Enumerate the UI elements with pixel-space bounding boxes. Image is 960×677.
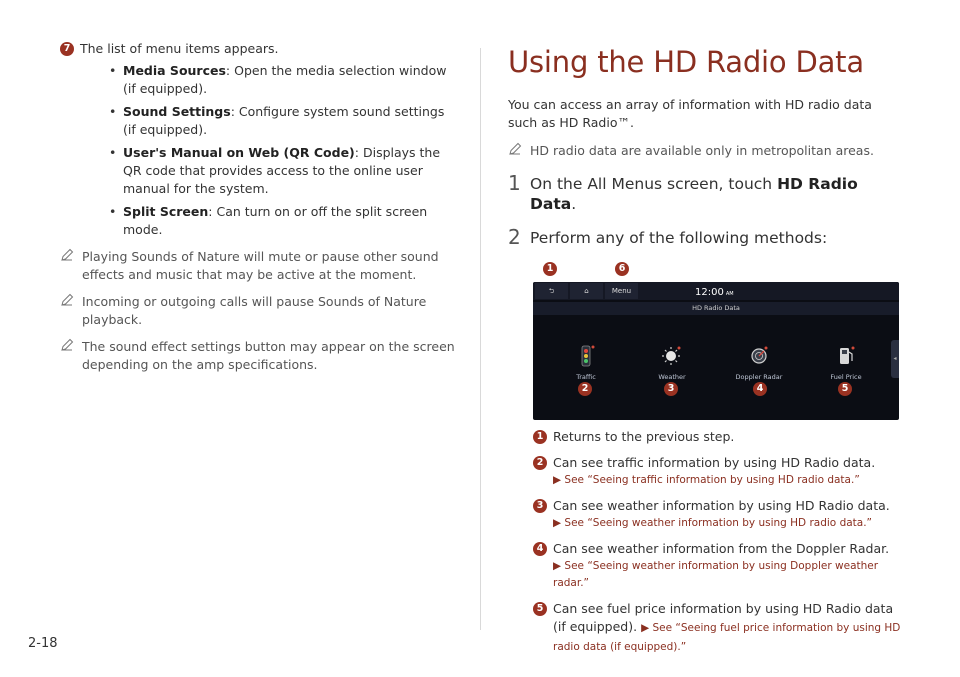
desc-item-2 (533, 454, 903, 489)
doppler-radar-label: Doppler Radar (735, 373, 783, 381)
callout-badge-7: 7 (60, 42, 74, 56)
callout-badge-2: 2 (533, 456, 547, 470)
desc-item-1 (533, 428, 903, 446)
menu-item-term: Sound Settings (123, 104, 231, 119)
callout-badge-1: 1 (543, 262, 557, 276)
note-1-text: Playing Sounds of Nature will mute or pause other sound effects and music that may be active at the moment. (82, 249, 439, 282)
desc-text: Can see weather information from the Doppler Radar. (553, 541, 890, 556)
back-button[interactable]: ⮌ (535, 283, 568, 299)
menu-item-desc: : Displays the QR code that provides access to the online user manual for the system. (123, 145, 441, 196)
desc-item-4 (533, 540, 903, 592)
screen-topbar (533, 282, 899, 300)
note-2-text: Incoming or outgoing calls will pause Sounds of Nature playback. (82, 294, 427, 327)
traffic-label: Traffic (576, 373, 596, 381)
step-1-bold: HD Radio Data (530, 175, 858, 213)
fuel-price-button[interactable] (816, 342, 876, 382)
note-pencil-icon (60, 248, 74, 264)
cross-reference-link[interactable]: ▶ See “Seeing fuel price information by using HD radio data (if equipped).” (553, 622, 901, 653)
home-button[interactable]: ⌂ (570, 283, 603, 299)
note-3 (60, 338, 460, 374)
desc-text: Can see weather information by using HD Radio data. (553, 498, 890, 513)
menu-item-desc: : Configure system sound settings (if equipped). (123, 104, 445, 137)
menu-items-list (60, 62, 460, 239)
left-column (60, 40, 460, 374)
callout-badge-3: 3 (533, 499, 547, 513)
callout-badge-4: 4 (753, 382, 767, 396)
menu-item-desc: : Can turn on or off the split screen mode. (123, 204, 428, 237)
callout-badge-4: 4 (533, 542, 547, 556)
clock-time: 12:00 (695, 287, 724, 298)
step-2-text: Perform any of the following methods: (530, 229, 828, 247)
page-title: Using the HD Radio Data (508, 45, 864, 79)
doppler-radar-button[interactable] (729, 342, 789, 382)
weather-label: Weather (658, 373, 686, 381)
step-2 (508, 225, 903, 249)
list-item (60, 103, 460, 139)
desc-item-5 (533, 600, 903, 656)
step-1-text: On the All Menus screen, touch (530, 175, 778, 193)
note-pencil-icon (60, 338, 74, 354)
column-divider (480, 48, 481, 630)
radar-icon (745, 342, 773, 370)
desc-text: Returns to the previous step. (553, 429, 735, 444)
traffic-light-icon (572, 342, 600, 370)
screen-header: HD Radio Data (533, 302, 899, 315)
right-column (508, 40, 903, 656)
note-pencil-icon (508, 142, 522, 158)
list-item (60, 62, 460, 98)
callout-badge-5: 5 (533, 602, 547, 616)
note-2 (60, 293, 460, 329)
clock (695, 284, 734, 303)
menu-item-term: Media Sources (123, 63, 226, 78)
cross-reference-link[interactable]: ▶ See “Seeing weather information by using Doppler weather radar.” (553, 560, 879, 589)
step-item-7 (60, 40, 460, 58)
fuel-pump-icon (832, 342, 860, 370)
weather-button[interactable] (642, 342, 702, 382)
cross-reference-link[interactable]: ▶ See “Seeing weather information by using HD radio data.” (553, 517, 872, 529)
weather-sun-icon (658, 342, 686, 370)
clock-ampm: AM (725, 291, 734, 297)
note-1 (60, 248, 460, 284)
note-hd-radio (508, 142, 903, 160)
step-1-suffix: . (571, 195, 577, 213)
desc-text: Can see fuel price information by using HD Radio data (if equipped). (553, 601, 894, 634)
callout-badge-6: 6 (615, 262, 629, 276)
side-panel-tab[interactable]: ◂ (891, 340, 899, 378)
note-pencil-icon (60, 293, 74, 309)
menu-item-term: User's Manual on Web (QR Code) (123, 145, 355, 160)
callout-badge-2: 2 (578, 382, 592, 396)
hd-radio-screen (533, 282, 899, 420)
desc-item-3 (533, 497, 903, 532)
description-list (533, 428, 903, 656)
cross-reference-link[interactable]: ▶ See “Seeing traffic information by using HD radio data.” (553, 474, 860, 486)
fuel-price-label: Fuel Price (830, 373, 862, 381)
step-item-7-text: The list of menu items appears. (80, 41, 279, 56)
note-3-text: The sound effect settings button may appear on the screen depending on the amp specifications. (82, 339, 455, 372)
intro-text: You can access an array of information with HD radio data such as HD Radio™. (508, 97, 872, 130)
list-item (60, 144, 460, 198)
screenshot-figure (533, 263, 899, 440)
traffic-button[interactable] (556, 342, 616, 382)
desc-text: Can see traffic information by using HD Radio data. (553, 455, 876, 470)
menu-button[interactable]: Menu (605, 283, 638, 299)
callout-badge-1: 1 (533, 430, 547, 444)
step-number: 1 (508, 171, 521, 195)
page-number: 2-18 (28, 636, 58, 651)
callout-badge-5: 5 (838, 382, 852, 396)
callout-badge-3: 3 (664, 382, 678, 396)
step-1 (508, 171, 903, 214)
note-hd-radio-text: HD radio data are available only in metropolitan areas. (530, 143, 874, 158)
menu-item-term: Split Screen (123, 204, 209, 219)
list-item (60, 203, 460, 239)
menu-item-desc: : Open the media selection window (if equipped). (123, 63, 447, 96)
step-number: 2 (508, 225, 521, 249)
